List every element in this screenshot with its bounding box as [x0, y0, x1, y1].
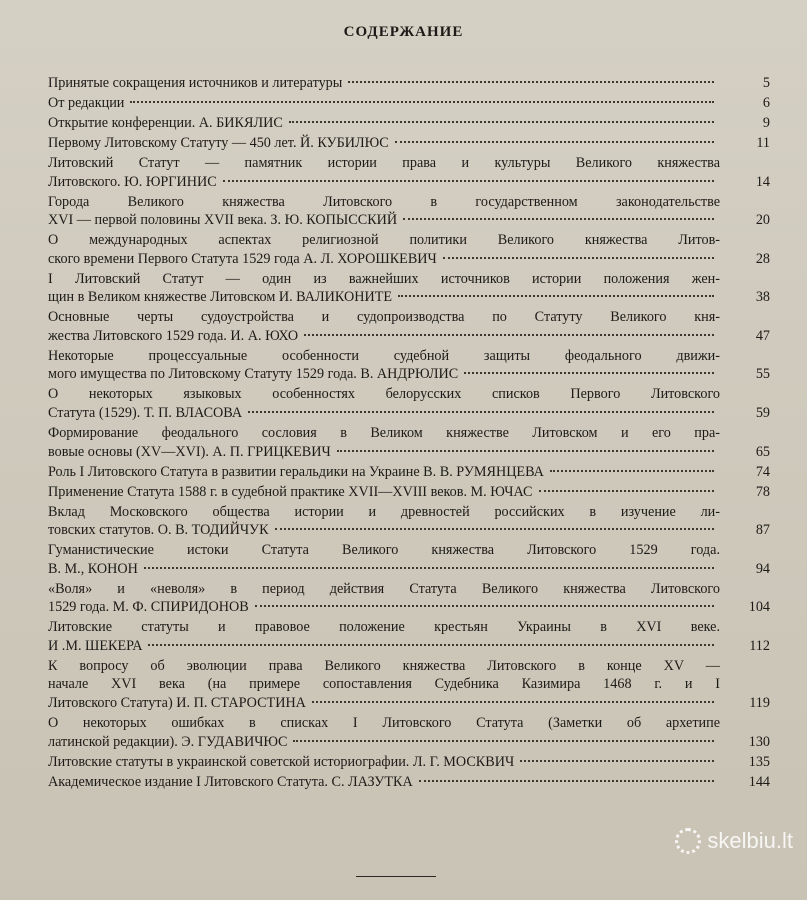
toc-entry: [48, 193, 770, 230]
toc-page-number: 38: [755, 289, 770, 306]
toc-entry-title: латинской редакции). Э. ГУДАВИЧЮС: [48, 733, 288, 750]
dot-leader: [539, 490, 714, 492]
toc-entry-title: В. М., КОНОН: [48, 560, 138, 577]
toc-entry: [48, 483, 770, 502]
toc-entry: [48, 618, 770, 655]
watermark-text: skelbiu.lt: [707, 828, 793, 853]
toc-entry-last-line: [48, 114, 770, 133]
toc-entry-last-line: [48, 327, 770, 346]
toc-entry-last-line: [48, 365, 770, 384]
dot-leader: [255, 605, 714, 607]
toc-entry-title: Академическое издание I Литовского Статута. С. ЛАЗУТКА: [48, 773, 413, 790]
toc-entry-last-line: [48, 463, 770, 482]
toc-entry-title: Статута (1529). Т. П. ВЛАСОВА: [48, 405, 243, 421]
toc-page-number: 135: [748, 753, 770, 770]
toc-entry-title: жества Литовского 1529 года. И. А. ЮХО: [48, 327, 299, 344]
toc-page-number: 28: [755, 250, 770, 267]
toc-entry-last-line: [48, 74, 770, 93]
dot-leader: [289, 121, 714, 123]
dot-leader: [520, 760, 714, 762]
toc-entry-last-line: [48, 753, 770, 772]
toc-entry: [48, 714, 770, 751]
toc-page-number: 59: [755, 405, 770, 421]
toc-entry-last-line: [48, 483, 770, 502]
toc-page-number: 6: [762, 94, 770, 111]
toc-entry-title: ского времени Первого Статута 1529 года А. Л. ХОРОШКЕВИЧ: [48, 250, 437, 267]
toc-entry-title: Литовские статуты в украинской советской историографии. Л. Г. МОСКВИЧ: [48, 753, 515, 770]
toc-entry-title: щин в Великом княжестве Литовском И. ВАЛИКОНИТЕ: [48, 289, 393, 306]
toc-entry: [48, 231, 770, 268]
watermark: [675, 828, 793, 854]
toc-entry-line: Города Великого княжества Литовского в государственном законодательстве: [48, 193, 720, 210]
toc-entry-title: вовые основы (XV—XVI). А. П. ГРИЦКЕВИЧ: [48, 443, 331, 460]
toc-page-number: 5: [762, 75, 770, 91]
toc-entry: [48, 773, 770, 792]
toc-page-number: 130: [748, 733, 770, 750]
toc-entry: [48, 503, 770, 540]
toc-entry: [48, 154, 770, 191]
toc-entry-title: товских статутов. О. В. ТОДИЙЧУК: [48, 522, 269, 539]
dot-leader: [275, 528, 714, 530]
toc-entry: [48, 308, 770, 345]
toc-page-number: 94: [755, 560, 770, 577]
skelbiu-logo-icon: [675, 828, 701, 854]
dot-leader: [395, 141, 714, 143]
toc-entry-title: Литовского. Ю. ЮРГИНИС: [48, 173, 217, 190]
toc-page-number: 9: [762, 114, 770, 131]
toc-entry-title: мого имущества по Литовскому Статуту 1529 года. В. АНДРЮЛИС: [48, 366, 459, 383]
toc-entry-last-line: [48, 288, 770, 307]
dot-leader: [337, 450, 714, 452]
toc-entry-title: Роль I Литовского Статута в развитии геральдики на Украине В. В. РУМЯНЦЕВА: [48, 463, 544, 480]
toc-entry-last-line: [48, 211, 770, 230]
toc-entry-last-line: [48, 637, 770, 656]
toc-entry-last-line: [48, 443, 770, 462]
toc-page-number: 144: [748, 773, 770, 790]
toc-entry-last-line: [48, 598, 770, 617]
toc-entry-last-line: [48, 560, 770, 579]
toc-page-number: 14: [755, 173, 770, 190]
toc-entry-title: Первому Литовскому Статуту — 450 лет. Й. КУБИЛЮС: [48, 134, 389, 151]
dot-leader: [144, 567, 714, 569]
toc-entry: [48, 347, 770, 384]
toc-entry-line: I Литовский Статут — один из важнейших источников истории положения жен-: [48, 270, 720, 287]
toc-entry: [48, 270, 770, 307]
dot-leader: [443, 257, 714, 259]
dot-leader: [464, 372, 714, 374]
toc-entry-last-line: [48, 94, 770, 113]
toc-entry-line: О международных аспектах религиозной политики Великого княжества Литов-: [48, 232, 720, 249]
dot-leader: [223, 180, 714, 182]
dot-leader: [304, 334, 714, 336]
toc-entry: [48, 657, 770, 713]
toc-entry-line: О некоторых языковых особенностях белорусских списков Первого Литовского: [48, 386, 720, 403]
toc-page-number: 65: [755, 443, 770, 460]
toc-entry-line: О некоторых ошибках в списках I Литовского Статута (Заметки об архетипе: [48, 715, 720, 732]
toc-entry-line: Основные черты судоустройства и судопроизводства по Статуту Великого кня-: [48, 309, 720, 326]
toc-page-number: 119: [749, 695, 770, 712]
toc-entry-last-line: [48, 694, 770, 713]
toc-entry-title: 1529 года. М. Ф. СПИРИДОНОВ: [48, 599, 249, 616]
toc-entry-line: Литовский Статут — памятник истории права и культуры Великого княжества: [48, 154, 720, 171]
toc-entry-line: «Воля» и «неволя» в период действия Статута Великого княжества Литовского: [48, 580, 720, 597]
toc-entry: [48, 541, 770, 578]
toc-entry: [48, 114, 770, 133]
toc-entry-title: Литовского Статута) И. П. СТАРОСТИНА: [48, 695, 306, 712]
dot-leader: [293, 740, 714, 742]
toc-entry-last-line: [48, 733, 770, 752]
toc-page-number: 74: [755, 463, 770, 480]
toc-page-number: 11: [756, 134, 770, 151]
toc-entry-last-line: [48, 773, 770, 792]
toc-entry-line: Формирование феодального сословия в Великом княжестве Литовском и его пра-: [48, 424, 720, 441]
toc-entry-line: К вопросу об эволюции права Великого княжества Литовского в конце XV —: [48, 657, 720, 674]
toc-entry-last-line: [48, 404, 770, 423]
toc-entry-title: XVI — первой половины XVII века. З. Ю. КОПЫССКИЙ: [48, 212, 398, 229]
toc-entry-line: Литовские статуты и правовое положение крестьян Украины в XVI веке.: [48, 619, 720, 636]
dot-leader: [248, 411, 714, 413]
toc-entry-title: Применение Статута 1588 г. в судебной практике XVII—XVIII веков. М. ЮЧАС: [48, 483, 533, 500]
table-of-contents: [48, 74, 770, 793]
toc-page-number: 87: [755, 522, 770, 539]
toc-entry-line: Гуманистические истоки Статута Великого княжества Литовского 1529 года.: [48, 542, 720, 559]
toc-entry-title: От редакции: [48, 94, 125, 111]
toc-page-number: 104: [748, 599, 770, 616]
toc-entry: [48, 463, 770, 482]
toc-entry-title: И .М. ШЕКЕРА: [48, 637, 143, 654]
dot-leader: [348, 81, 714, 83]
toc-entry: [48, 74, 770, 93]
toc-entry: [48, 385, 770, 422]
toc-entry: [48, 134, 770, 153]
toc-entry-last-line: [48, 134, 770, 153]
divider: [356, 876, 436, 877]
toc-entry-line: Вклад Московского общества истории и древностей российских в изучение ли-: [48, 503, 720, 520]
toc-entry-last-line: [48, 173, 770, 192]
toc-entry: [48, 424, 770, 461]
toc-entry: [48, 753, 770, 772]
toc-page-number: 112: [749, 637, 770, 654]
dot-leader: [130, 101, 714, 103]
toc-entry-last-line: [48, 250, 770, 269]
toc-entry-line: начале XVI века (на примере сопоставления Судебника Казимира 1468 г. и I: [48, 676, 720, 693]
dot-leader: [419, 780, 714, 782]
dot-leader: [312, 701, 714, 703]
toc-page-number: 78: [755, 483, 770, 500]
toc-entry-line: Некоторые процессуальные особенности судебной защиты феодального движи-: [48, 347, 720, 364]
dot-leader: [398, 295, 714, 297]
toc-entry-title: Открытие конференции. А. БИКЯЛИС: [48, 114, 283, 131]
toc-page-number: 55: [755, 366, 770, 383]
dot-leader: [148, 644, 714, 646]
toc-page-number: 20: [755, 212, 770, 229]
toc-entry: [48, 580, 770, 617]
dot-leader: [550, 470, 714, 472]
toc-entry-last-line: [48, 521, 770, 540]
dot-leader: [403, 218, 714, 220]
toc-page-number: 47: [755, 327, 770, 344]
toc-entry: [48, 94, 770, 113]
page-title: СОДЕРЖАНИЕ: [343, 24, 464, 40]
toc-entry-title: Принятые сокращения источников и литературы: [48, 75, 343, 91]
